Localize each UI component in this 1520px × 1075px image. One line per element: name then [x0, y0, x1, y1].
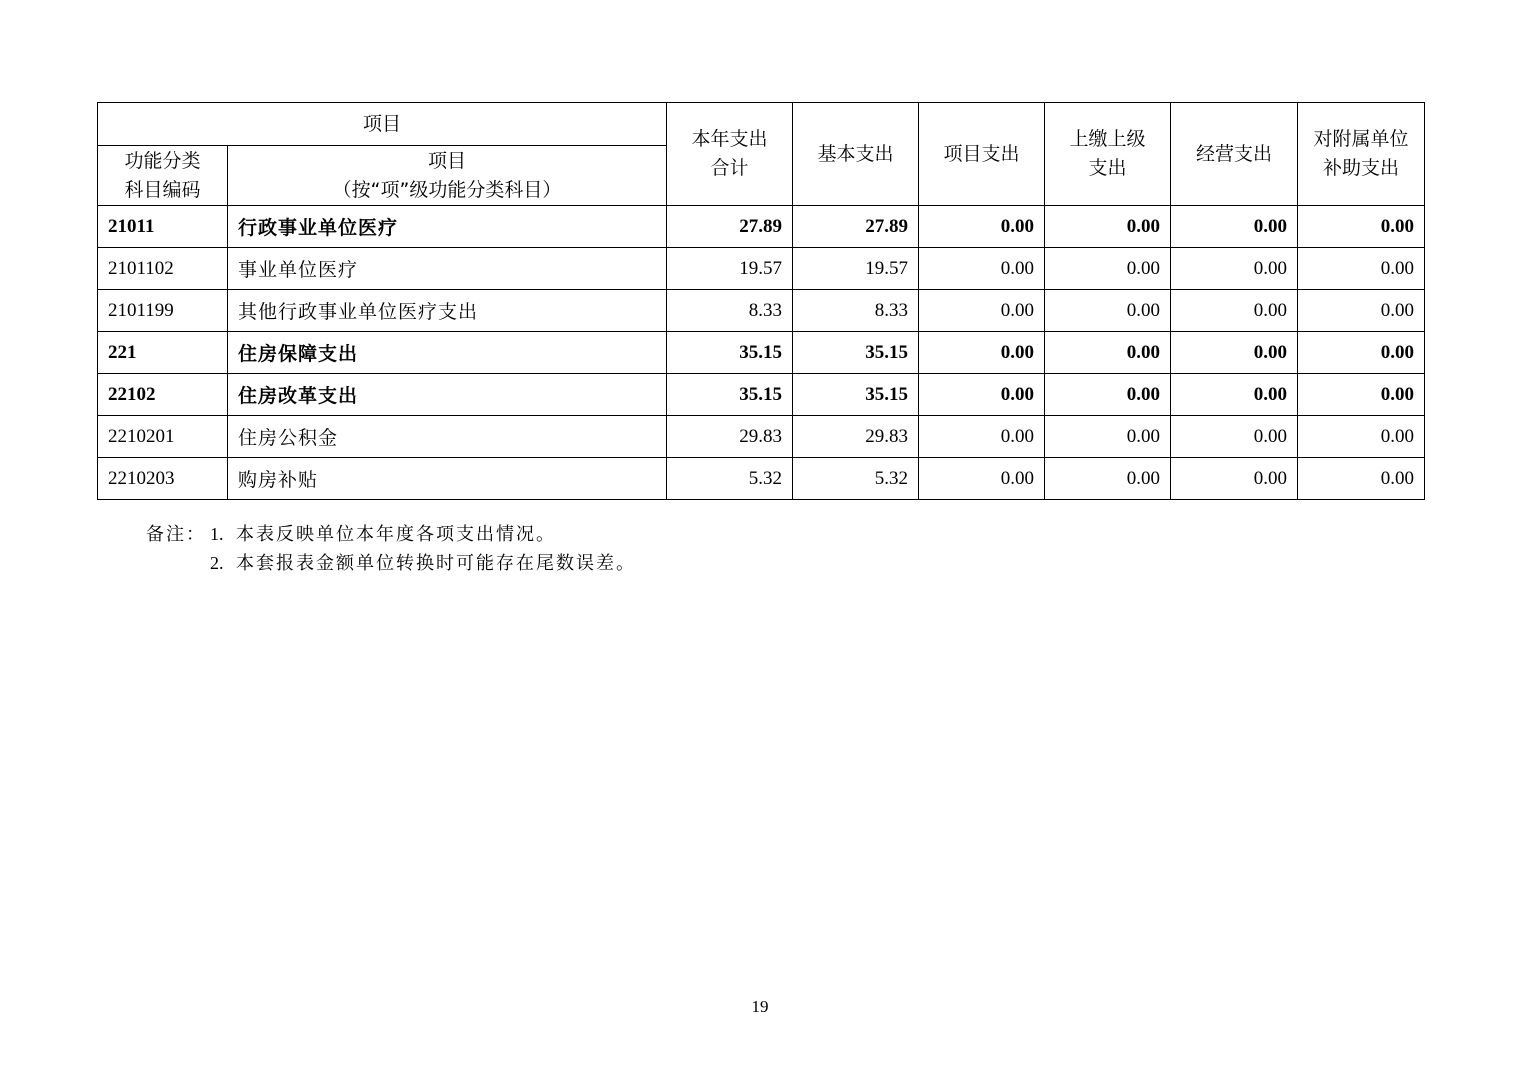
cell-business: 0.00	[1171, 290, 1298, 332]
cell-basic: 29.83	[793, 416, 919, 458]
cell-upper: 0.00	[1045, 206, 1171, 248]
cell-total: 27.89	[667, 206, 793, 248]
notes	[146, 520, 636, 578]
cell-code: 2101102	[98, 248, 228, 290]
cell-project: 0.00	[919, 290, 1045, 332]
header-code: 功能分类 科目编码	[98, 146, 228, 206]
table-row	[98, 332, 1425, 374]
cell-business: 0.00	[1171, 458, 1298, 500]
cell-name: 住房改革支出	[228, 374, 667, 416]
header-project: 项目支出	[919, 103, 1045, 206]
cell-project: 0.00	[919, 248, 1045, 290]
table-body	[98, 206, 1425, 500]
cell-subsidy: 0.00	[1298, 206, 1425, 248]
cell-basic: 5.32	[793, 458, 919, 500]
cell-business: 0.00	[1171, 248, 1298, 290]
cell-upper: 0.00	[1045, 458, 1171, 500]
header-upper: 上缴上级 支出	[1045, 103, 1171, 206]
header-business: 经营支出	[1171, 103, 1298, 206]
cell-basic: 35.15	[793, 374, 919, 416]
cell-upper: 0.00	[1045, 248, 1171, 290]
note-text: 本表反映单位本年度各项支出情况。	[236, 524, 556, 545]
cell-total: 5.32	[667, 458, 793, 500]
header-basic: 基本支出	[793, 103, 919, 206]
cell-basic: 35.15	[793, 332, 919, 374]
cell-business: 0.00	[1171, 416, 1298, 458]
cell-subsidy: 0.00	[1298, 332, 1425, 374]
table-row	[98, 374, 1425, 416]
note-text: 本套报表金额单位转换时可能存在尾数误差。	[236, 553, 636, 574]
cell-basic: 19.57	[793, 248, 919, 290]
cell-business: 0.00	[1171, 206, 1298, 248]
table-row	[98, 416, 1425, 458]
note-number: 1.	[210, 524, 224, 544]
expenditure-table	[97, 102, 1425, 500]
note-line	[146, 549, 636, 578]
cell-total: 35.15	[667, 374, 793, 416]
cell-total: 29.83	[667, 416, 793, 458]
cell-subsidy: 0.00	[1298, 248, 1425, 290]
cell-code: 22102	[98, 374, 228, 416]
cell-code: 221	[98, 332, 228, 374]
cell-code: 21011	[98, 206, 228, 248]
cell-name: 事业单位医疗	[228, 248, 667, 290]
table-row	[98, 248, 1425, 290]
cell-upper: 0.00	[1045, 416, 1171, 458]
notes-prefix: 备注：	[146, 524, 206, 545]
cell-code: 2101199	[98, 290, 228, 332]
note-number: 2.	[210, 553, 224, 573]
cell-subsidy: 0.00	[1298, 416, 1425, 458]
cell-upper: 0.00	[1045, 332, 1171, 374]
cell-name: 其他行政事业单位医疗支出	[228, 290, 667, 332]
cell-basic: 27.89	[793, 206, 919, 248]
table-row	[98, 290, 1425, 332]
note-line	[146, 520, 636, 549]
header-total: 本年支出 合计	[667, 103, 793, 206]
cell-name: 购房补贴	[228, 458, 667, 500]
cell-project: 0.00	[919, 206, 1045, 248]
cell-project: 0.00	[919, 374, 1045, 416]
cell-subsidy: 0.00	[1298, 290, 1425, 332]
table-row	[98, 458, 1425, 500]
cell-code: 2210203	[98, 458, 228, 500]
cell-basic: 8.33	[793, 290, 919, 332]
cell-project: 0.00	[919, 416, 1045, 458]
header-subsidy: 对附属单位 补助支出	[1298, 103, 1425, 206]
table-row	[98, 206, 1425, 248]
cell-total: 35.15	[667, 332, 793, 374]
cell-name: 住房保障支出	[228, 332, 667, 374]
cell-total: 8.33	[667, 290, 793, 332]
cell-subsidy: 0.00	[1298, 374, 1425, 416]
cell-business: 0.00	[1171, 374, 1298, 416]
cell-total: 19.57	[667, 248, 793, 290]
cell-subsidy: 0.00	[1298, 458, 1425, 500]
cell-business: 0.00	[1171, 332, 1298, 374]
page-number: 19	[751, 997, 769, 1016]
cell-project: 0.00	[919, 332, 1045, 374]
cell-name: 住房公积金	[228, 416, 667, 458]
cell-name: 行政事业单位医疗	[228, 206, 667, 248]
cell-upper: 0.00	[1045, 290, 1171, 332]
cell-code: 2210201	[98, 416, 228, 458]
header-name: 项目 （按“项”级功能分类科目）	[228, 146, 667, 206]
cell-project: 0.00	[919, 458, 1045, 500]
cell-upper: 0.00	[1045, 374, 1171, 416]
header-item-group: 项目	[98, 103, 667, 146]
